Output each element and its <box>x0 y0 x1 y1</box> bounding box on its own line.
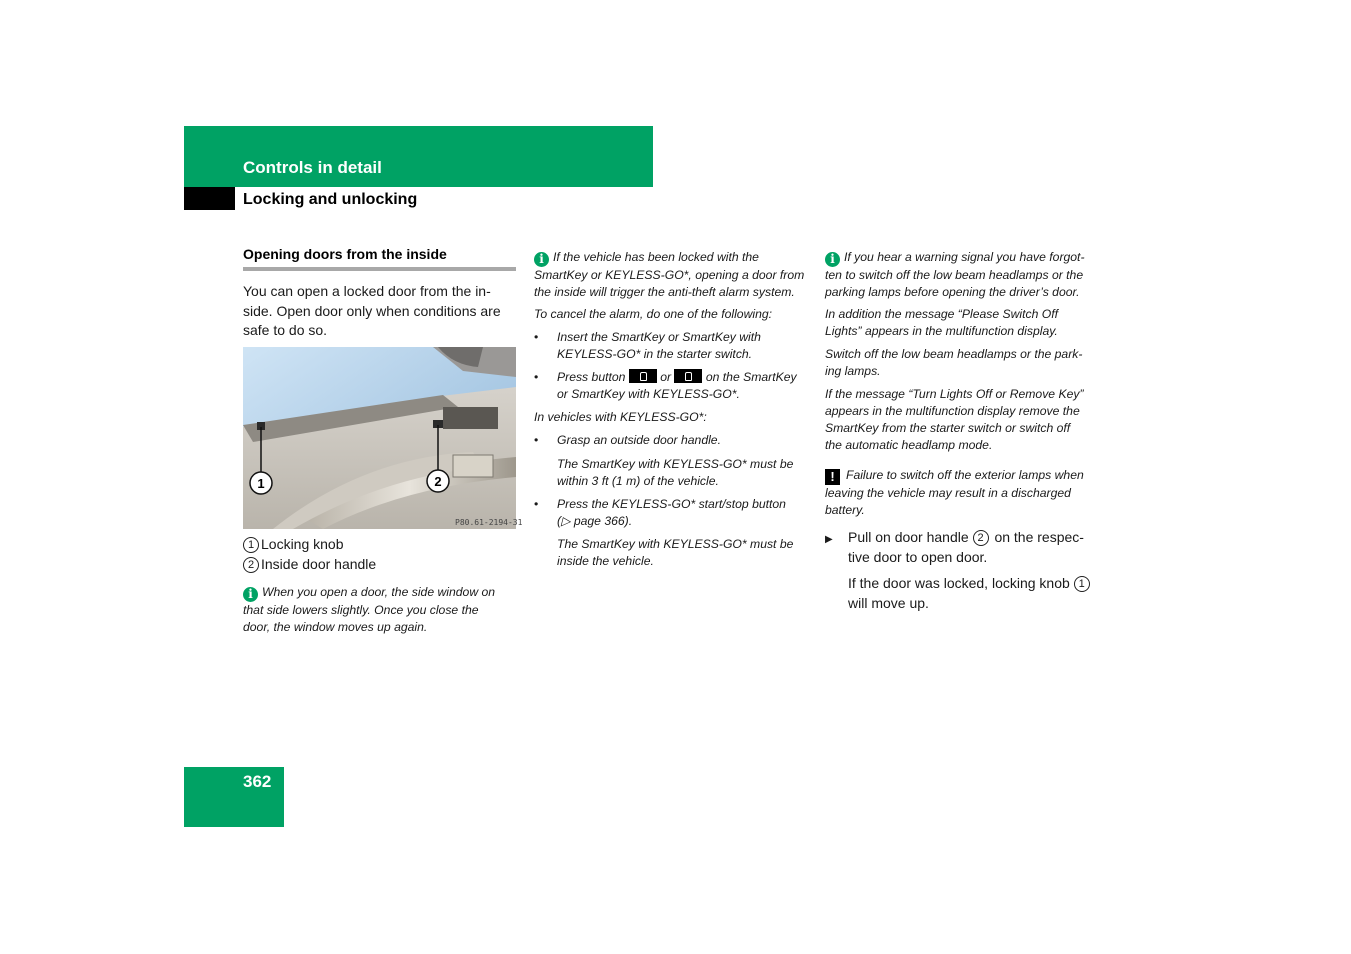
callout-ref: 1 <box>1074 576 1090 592</box>
callout-ref: 2 <box>973 530 989 546</box>
step-result: If the door was locked, locking knob 1 will move up. <box>848 574 1118 613</box>
switch-off-note: Switch off the low beam headlamps or the park- ing lamps. <box>825 347 1083 378</box>
keyless-range-note: The SmartKey with KEYLESS-GO* must be within 3 ft (1 m) of the vehicle. <box>557 457 794 488</box>
callout-2-label: 2 <box>434 474 442 489</box>
arrow-right-icon: ▶ <box>825 534 833 545</box>
warning-icon: ! <box>825 469 840 485</box>
figure-code: P80.61-2194-31 <box>455 518 523 527</box>
remove-key-note: If the message “Turn Lights Off or Remove Key” appears in the multifunction display remove the SmartKey from the starter switch or switch off the automatic headlamp mode. <box>825 387 1084 452</box>
page-number: 362 <box>243 772 272 791</box>
intro-paragraph: You can open a locked door from the in- side. Open door only when conditions are safe to do so. <box>243 283 501 338</box>
unlock-icon <box>629 369 657 383</box>
legend-item: 1 Locking knob <box>243 535 523 555</box>
legend-number: 1 <box>243 537 259 553</box>
instruction-step: ▶ Pull on door handle 2 on the respec- tive door to open door. <box>825 529 1084 565</box>
callout-1-label: 1 <box>257 476 265 491</box>
list-item: • Insert the SmartKey or SmartKey with KEYLESS-GO* in the starter switch. <box>534 330 761 361</box>
info-icon: i <box>534 252 549 267</box>
legend-item: 2 Inside door handle <box>243 555 523 575</box>
figure-legend <box>243 535 523 574</box>
info-icon: i <box>243 587 258 602</box>
info-icon: i <box>825 252 840 267</box>
keyless-intro: In vehicles with KEYLESS-GO*: <box>534 410 707 424</box>
list-item: • Grasp an outside door handle. <box>534 433 721 447</box>
section-title: Controls in detail <box>243 158 382 177</box>
list-item: • Press button or on the SmartKey or SmartKey with KEYLESS-GO*. <box>534 370 797 401</box>
cancel-alarm-intro: To cancel the alarm, do one of the following: <box>534 307 773 321</box>
info-note-alarm: i If the vehicle has been locked with the SmartKey or KEYLESS-GO*, opening a door from the inside will trigger the anti-theft alarm system. <box>534 250 805 299</box>
door-interior-photo <box>243 347 516 529</box>
section-heading: Opening doors from the inside <box>243 246 516 271</box>
info-note-lights: i If you hear a warning signal you have forgot- ten to switch off the low beam headlamps or the parking lamps before opening the driver’s door. <box>825 250 1085 299</box>
keyless-inside-note: The SmartKey with KEYLESS-GO* must be inside the vehicle. <box>557 537 794 568</box>
lights-message-note: In addition the message “Please Switch Off Lights” appears in the multifunction display. <box>825 307 1059 338</box>
info-note-window: i When you open a door, the side window on that side lowers slightly. Once you close the door, the window moves up again. <box>243 585 496 634</box>
warning-note: ! Failure to switch off the exterior lamps when leaving the vehicle may result in a discharged battery. <box>825 468 1084 517</box>
legend-number: 2 <box>243 557 259 573</box>
list-item: • Press the KEYLESS-GO* start/stop button (▷ page 366). <box>534 497 786 528</box>
subsection-title: Locking and unlocking <box>243 191 418 208</box>
lock-icon <box>674 369 702 383</box>
header-marker <box>184 187 235 210</box>
